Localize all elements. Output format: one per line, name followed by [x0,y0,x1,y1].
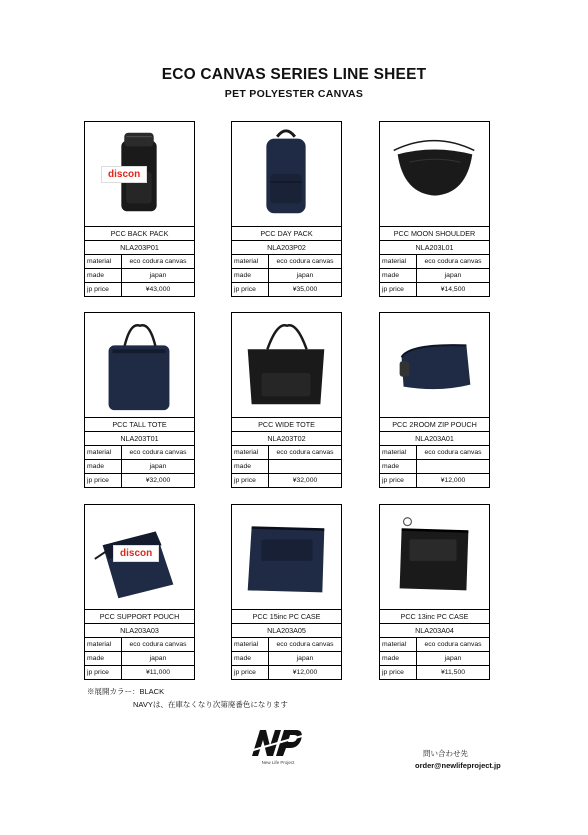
made-row [85,269,194,283]
made-row [380,652,489,666]
contact-email[interactable]: order@newlifeproject.jp [415,761,501,770]
material-row [380,446,489,460]
made-label: made [232,460,269,473]
material-row [85,638,194,652]
material-label: material [380,638,417,651]
price-label: jp price [380,474,417,487]
price-row [232,474,341,487]
product-name: PCC MOON SHOULDER [380,227,489,241]
price-row [85,474,194,487]
navy-note: NAVYは、在庫なくなり次第廃番色になります [133,700,288,709]
made-row [380,460,489,474]
page-title: ECO CANVAS SERIES LINE SHEET [161,66,427,83]
product-photo [380,505,489,610]
price-label: jp price [85,474,122,487]
product-name: PCC TALL TOTE [85,418,194,432]
product-code: NLA203A03 [85,624,194,638]
made-value: japan [444,272,462,279]
product-photo [85,313,194,418]
pc-case-13-icon [380,505,488,609]
product-name: PCC 2ROOM ZIP POUCH [380,418,489,432]
material-value: eco codura canvas [276,258,334,265]
material-value: eco codura canvas [129,449,187,456]
price-row [380,666,489,679]
price-value: ¥11,000 [145,669,171,676]
product-code: NLA203L01 [380,241,489,255]
product-photo [232,313,341,418]
product-card [379,504,490,680]
price-value: ¥12,000 [292,669,318,676]
product-code: NLA203T02 [232,432,341,446]
made-value [269,460,341,473]
product-card [231,121,342,297]
price-row [380,283,489,296]
material-row [232,446,341,460]
material-row [85,446,194,460]
made-label: made [85,652,122,665]
price-label: jp price [85,283,122,296]
product-code: NLA203A01 [380,432,489,446]
moon-shoulder-icon [380,122,488,226]
made-row [380,269,489,283]
price-value: ¥32,000 [145,477,171,484]
pc-case-15-icon [232,505,340,609]
material-label: material [85,638,122,651]
material-value: eco codura canvas [424,449,482,456]
made-value: japan [149,272,167,279]
price-value: ¥11,500 [440,669,466,676]
material-value: eco codura canvas [424,641,482,648]
made-value: japan [296,655,314,662]
product-card [379,312,490,488]
material-row [232,638,341,652]
material-label: material [232,255,269,268]
product-card [84,504,195,680]
material-row [85,255,194,269]
price-row [380,474,489,487]
made-row [232,652,341,666]
tall-tote-icon [85,313,193,417]
price-row [85,283,194,296]
product-code: NLA203P01 [85,241,194,255]
made-value: japan [296,272,314,279]
made-value: japan [149,655,167,662]
price-label: jp price [232,666,269,679]
material-value: eco codura canvas [276,449,334,456]
price-value: ¥35,000 [292,286,318,293]
product-name: PCC WIDE TOTE [232,418,341,432]
material-row [380,255,489,269]
made-value [417,460,489,473]
made-row [85,652,194,666]
material-label: material [232,446,269,459]
price-value: ¥43,000 [145,286,171,293]
material-value: eco codura canvas [276,641,334,648]
product-photo [380,313,489,418]
made-value: japan [444,655,462,662]
made-label: made [380,269,417,282]
made-row [85,460,194,474]
product-code: NLA203A04 [380,624,489,638]
material-label: material [232,638,269,651]
price-value: ¥32,000 [292,477,318,484]
material-value: eco codura canvas [129,258,187,265]
wide-tote-icon [232,313,340,417]
product-photo [85,505,194,610]
contact-label: 問い合わせ先 [423,749,468,758]
made-label: made [232,652,269,665]
color-note: ※展開カラー：BLACK [87,687,165,696]
product-name: PCC 13inc PC CASE [380,610,489,624]
product-photo [232,505,341,610]
price-value: ¥12,000 [440,477,466,484]
product-card [84,312,195,488]
daypack-icon [232,122,340,226]
product-card [231,504,342,680]
product-card [84,121,195,297]
made-label: made [232,269,269,282]
price-row [85,666,194,679]
product-card [231,312,342,488]
product-code: NLA203P02 [232,241,341,255]
product-photo [85,122,194,227]
material-row [380,638,489,652]
material-value: eco codura canvas [129,641,187,648]
product-photo [380,122,489,227]
material-label: material [380,446,417,459]
product-name: PCC DAY PACK [232,227,341,241]
product-code: NLA203T01 [85,432,194,446]
material-label: material [380,255,417,268]
discontinued-badge: discon [113,545,159,562]
price-label: jp price [85,666,122,679]
made-label: made [380,460,417,473]
product-photo [232,122,341,227]
made-label: made [85,269,122,282]
product-card [379,121,490,297]
price-value: ¥14,500 [440,286,466,293]
price-label: jp price [232,283,269,296]
product-code: NLA203A05 [232,624,341,638]
price-label: jp price [380,283,417,296]
product-name: PCC BACK PACK [85,227,194,241]
price-label: jp price [232,474,269,487]
made-label: made [380,652,417,665]
product-name: PCC SUPPORT POUCH [85,610,194,624]
product-name: PCC 15inc PC CASE [232,610,341,624]
material-label: material [85,446,122,459]
brand-subtitle: New Life Project [261,760,295,765]
material-value: eco codura canvas [424,258,482,265]
price-row [232,283,341,296]
material-label: material [85,255,122,268]
page-subtitle: PET POLYESTER CANVAS [224,88,364,100]
price-label: jp price [380,666,417,679]
zip-pouch-icon [380,313,488,417]
price-row [232,666,341,679]
material-row [232,255,341,269]
discontinued-badge: discon [101,166,147,183]
made-label: made [85,460,122,473]
made-row [232,269,341,283]
made-value: japan [149,463,167,470]
made-row [232,460,341,474]
